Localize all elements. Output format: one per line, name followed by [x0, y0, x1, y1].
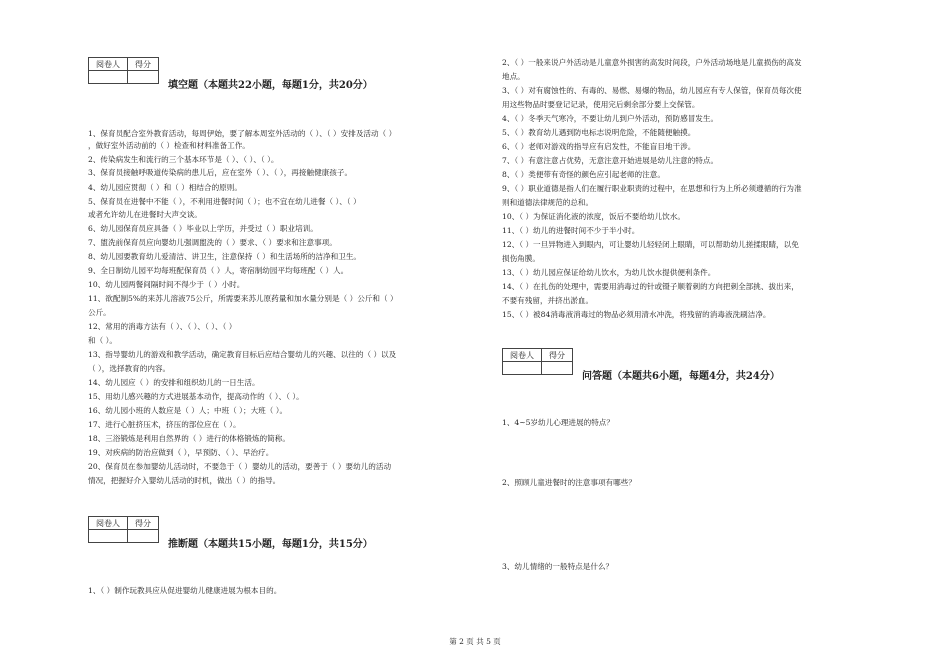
- score-box-fill: [88, 57, 159, 84]
- qa-question: 1、4~5岁幼儿心理进展的特点？: [502, 418, 614, 427]
- grader-cell[interactable]: [89, 71, 128, 84]
- score-label: 得分: [542, 349, 573, 362]
- fill-line: 12、常用的消毒方法有（ ）、（ ）、（ ）、（ ）: [88, 322, 237, 331]
- qa-section-title: 问答题（本题共6小题，每题4分，共24分）: [582, 371, 780, 382]
- grader-cell[interactable]: [503, 362, 542, 375]
- fill-line: 3、保育员接触呼吸道传染病的患儿后，应在室外（ ）、（ ），再接触健康孩子。: [88, 168, 353, 177]
- grader-label: 阅卷人: [89, 58, 128, 71]
- judge-line: 1、（ ）制作玩教具应从促进婴幼儿健康进展为根本目的。: [88, 586, 282, 595]
- fill-section-title: 填空题（本题共22小题，每题1分，共20分）: [168, 80, 373, 91]
- fill-line: 9、全日制幼儿园平均每班配保育员（ ）人，寄宿制幼园平均每班配（ ）人。: [88, 266, 349, 275]
- judge-line: 15、（ ）被84消毒液消毒过的物品必须用清水冲洗，将残留的消毒液洗刷洁净。: [502, 310, 771, 319]
- fill-line: 15、用幼儿感兴趣的方式进展基本动作，提高动作的（ ）、（ ）。: [88, 392, 304, 401]
- judge-line: 3、（ ）对有腐蚀性的、有毒的、易燃、易爆的物品，幼儿园应有专人保管，保育员每次使: [502, 86, 802, 95]
- fill-line: 5、保育员在进餐中不能（ ），不利用进餐时间（ ）；也不宜在幼儿进餐（ ）、（ ）: [88, 197, 361, 206]
- fill-line: ，做好室外活动前的（ ）检查和材料准备工作。: [88, 141, 250, 150]
- judge-line: 12、（ ）一旦异物进入到眼内，可让婴幼儿轻轻闭上眼睛，可以帮助幼儿搓揉眼睛，以免: [502, 240, 799, 249]
- fill-line: 17、进行心脏挤压术，挤压的部位应在（ ）。: [88, 420, 241, 429]
- fill-line: 18、三浴锻炼是利用自然界的（ ）进行的体格锻炼的简称。: [88, 434, 290, 443]
- fill-line: 16、幼儿园小班的人数应是（ ）人；中班（ ）；大班（ ）。: [88, 406, 288, 415]
- judge-line: 4、（ ）冬季天气寒冷，不要让幼儿到户外活动，预防感冒发生。: [502, 114, 719, 123]
- score-box-judge: [88, 516, 159, 543]
- judge-line: 不要有残留，并挤出淤血。: [502, 296, 594, 305]
- fill-line: 19、对疾病的防治应做到（ ），早预防、（ ）、早治疗。: [88, 448, 274, 457]
- score-box-qa: [502, 348, 573, 375]
- judge-section-title: 推断题（本题共15小题，每题1分，共15分）: [168, 539, 373, 550]
- fill-line: 情况，把握好介入婴幼儿活动的时机，做出（ ）的指导。: [88, 476, 281, 485]
- grader-cell[interactable]: [89, 530, 128, 543]
- fill-line: 和（ ）。: [88, 336, 117, 345]
- fill-line: 11、欲配制5%的来苏儿溶液75公斤，所需要来苏儿原药量和加水量分别是（ ）公斤和（ ）: [88, 294, 398, 303]
- fill-line: 8、幼儿园要教育幼儿爱清洁、讲卫生，注意保持（ ）和生活场所的洁净和卫生。: [88, 252, 362, 261]
- fill-line: 2、传染病发生和流行的三个基本环节是（ ）、（ ）、（ ）。: [88, 155, 279, 164]
- judge-line: 11、（ ）幼儿的进餐时间不少于半小时。: [502, 226, 640, 235]
- fill-line: 13、指导婴幼儿的游戏和教学活动，确定教育目标后应结合婴幼儿的兴趣、以往的（ ）以及: [88, 350, 397, 359]
- judge-line: 用这些物品时要登记记录，使用完后剩余部分要上交保管。: [502, 100, 700, 109]
- fill-line: 或者允许幼儿在进餐时大声交谈。: [88, 210, 202, 219]
- grader-label: 阅卷人: [89, 517, 128, 530]
- fill-line: 14、幼儿园应（ ）的安排和组织幼儿的一日生活。: [88, 378, 260, 387]
- score-label: 得分: [128, 517, 159, 530]
- judge-line: 8、（ ）类便带有奇怪的颜色应引起老师的注意。: [502, 170, 665, 179]
- fill-line: 10、幼儿园两餐间隔时间不得少于（ ）小时。: [88, 280, 245, 289]
- qa-question: 2、照顾儿童进餐时的注意事项有哪些？: [502, 478, 636, 487]
- judge-line: 6、（ ）老师对游戏的指导应有启发性，不能盲目地干涉。: [502, 142, 696, 151]
- judge-line: 7、（ ）有意注意占优势，无意注意开始进展是幼儿注意的特点。: [502, 156, 719, 165]
- fill-line: 20、保育员在参加婴幼儿活动时，不要急于（ ）婴幼儿的活动，要善于（ ）要幼儿的活动: [88, 462, 392, 471]
- fill-line: 公斤。: [88, 308, 111, 317]
- judge-line: 则和道德法律规范的总和。: [502, 198, 594, 207]
- judge-line: 地点。: [502, 72, 525, 81]
- fill-line: 7、盥洗前保育员应向婴幼儿强调盥洗的（ ）要求、（ ）要求和注意事项。: [88, 238, 337, 247]
- judge-line: 9、（ ）职业道德是指人们在履行职业职责的过程中，在思想和行为上所必须遵循的行为准: [502, 184, 802, 193]
- grader-label: 阅卷人: [503, 349, 542, 362]
- qa-question: 3、幼儿情绪的一般特点是什么？: [502, 562, 614, 571]
- score-cell[interactable]: [128, 530, 159, 543]
- judge-line: 5、（ ）教育幼儿遇到防电标志说明危险，不能随便触摸。: [502, 128, 696, 137]
- score-label: 得分: [128, 58, 159, 71]
- fill-line: （ ），选择教育的内容。: [88, 364, 171, 373]
- judge-line: 10、（ ）为保证消化液的浓度，饭后不要给幼儿饮水。: [502, 212, 685, 221]
- judge-line: 14、（ ）在扎伤的处理中，需要用消毒过的针或镊子顺着刺的方向把刺全部挑、拔出来，: [502, 282, 799, 291]
- score-cell[interactable]: [128, 71, 159, 84]
- judge-line: 2、（ ）一般来说户外活动是儿童意外损害的高发时间段，户外活动场地是儿童损伤的高发: [502, 58, 802, 67]
- page-footer: 第 2 页 共 5 页: [449, 637, 501, 646]
- fill-line: 1、保育员配合室外教育活动，每周伊始，要了解本周室外活动的（ ）、（ ）安排及活动（ ）: [88, 129, 397, 138]
- fill-line: 4、幼儿园应贯彻（ ）和（ ）相结合的原则。: [88, 183, 242, 192]
- judge-line: 损伤角膜。: [502, 254, 540, 263]
- fill-line: 6、幼儿园保育员应具备（ ）毕业以上学历，并受过（ ）职业培训。: [88, 224, 318, 233]
- judge-line: 13、（ ）幼儿园应保证给幼儿饮水，为幼儿饮水提供便利条件。: [502, 268, 716, 277]
- score-cell[interactable]: [542, 362, 573, 375]
